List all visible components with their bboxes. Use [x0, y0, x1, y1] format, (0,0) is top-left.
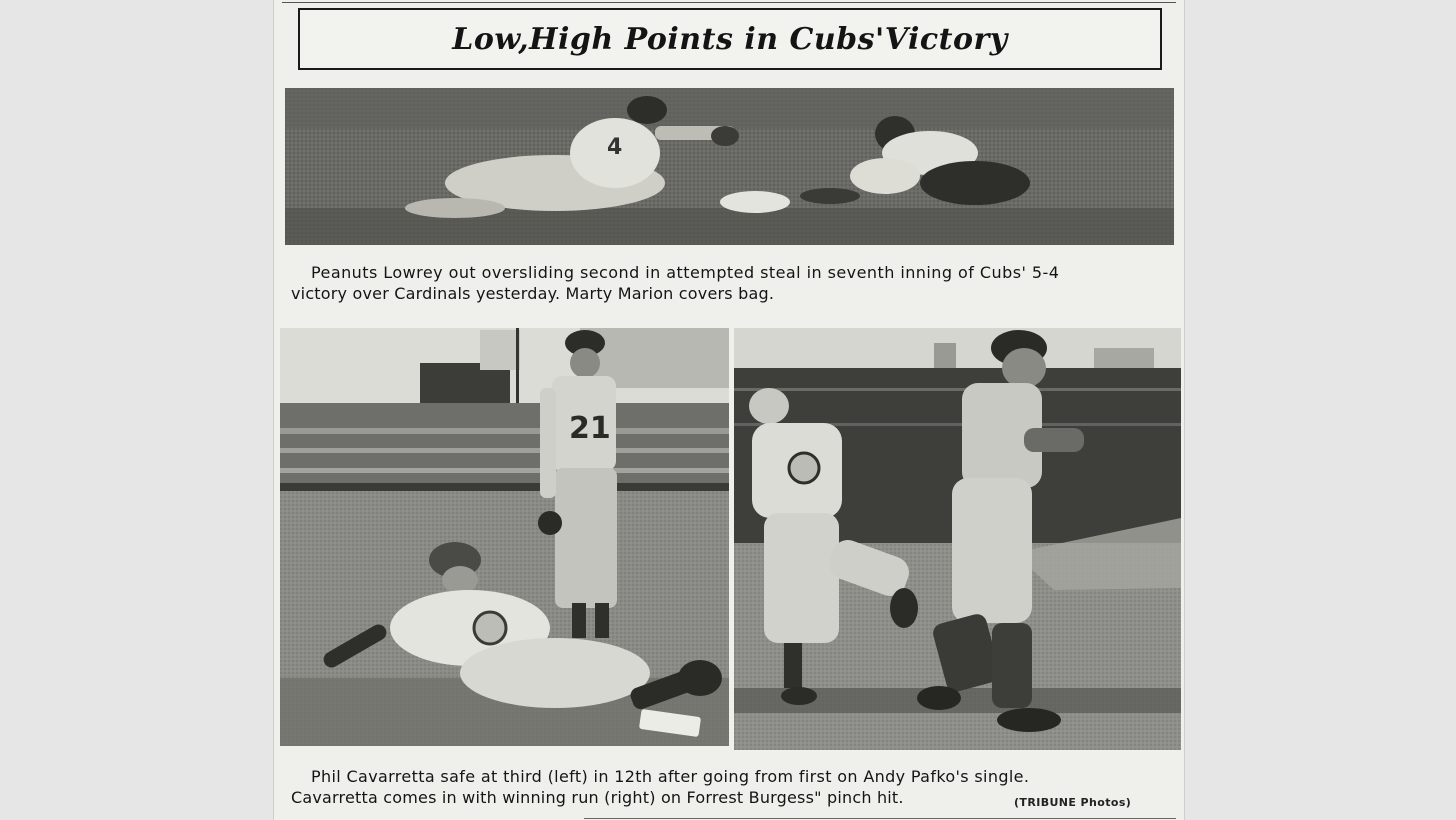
- headline-box: [298, 8, 1162, 70]
- caption-top: [291, 262, 1171, 304]
- caption-top-line1: Peanuts Lowrey out oversliding second in attempted steal in seventh inning of Cubs' 5-4: [311, 263, 1060, 282]
- svg-text:4: 4: [607, 135, 623, 160]
- photo-slide-second: [285, 88, 1174, 245]
- caption-top-line2: victory over Cardinals yesterday. Marty Marion covers bag.: [291, 284, 775, 303]
- headline: Low,High Points in Cubs'Victory: [452, 21, 1008, 57]
- newspaper-clipping: [273, 0, 1185, 820]
- bottom-rule: [584, 818, 1176, 819]
- caption-bottom-line1: Phil Cavarretta safe at third (left) in 12th after going from first on Andy Pafko's single.: [311, 767, 1030, 786]
- top-rule: [282, 2, 1176, 3]
- jersey-number: 21: [569, 411, 611, 446]
- caption-bottom-line2: Cavarretta comes in with winning run (right) on Forrest Burgess" pinch hit.: [291, 788, 904, 807]
- photo-credit: (TRIBUNE Photos): [1014, 796, 1132, 809]
- photo-safe-at-third: [280, 328, 729, 746]
- photo-winning-run: [734, 328, 1181, 750]
